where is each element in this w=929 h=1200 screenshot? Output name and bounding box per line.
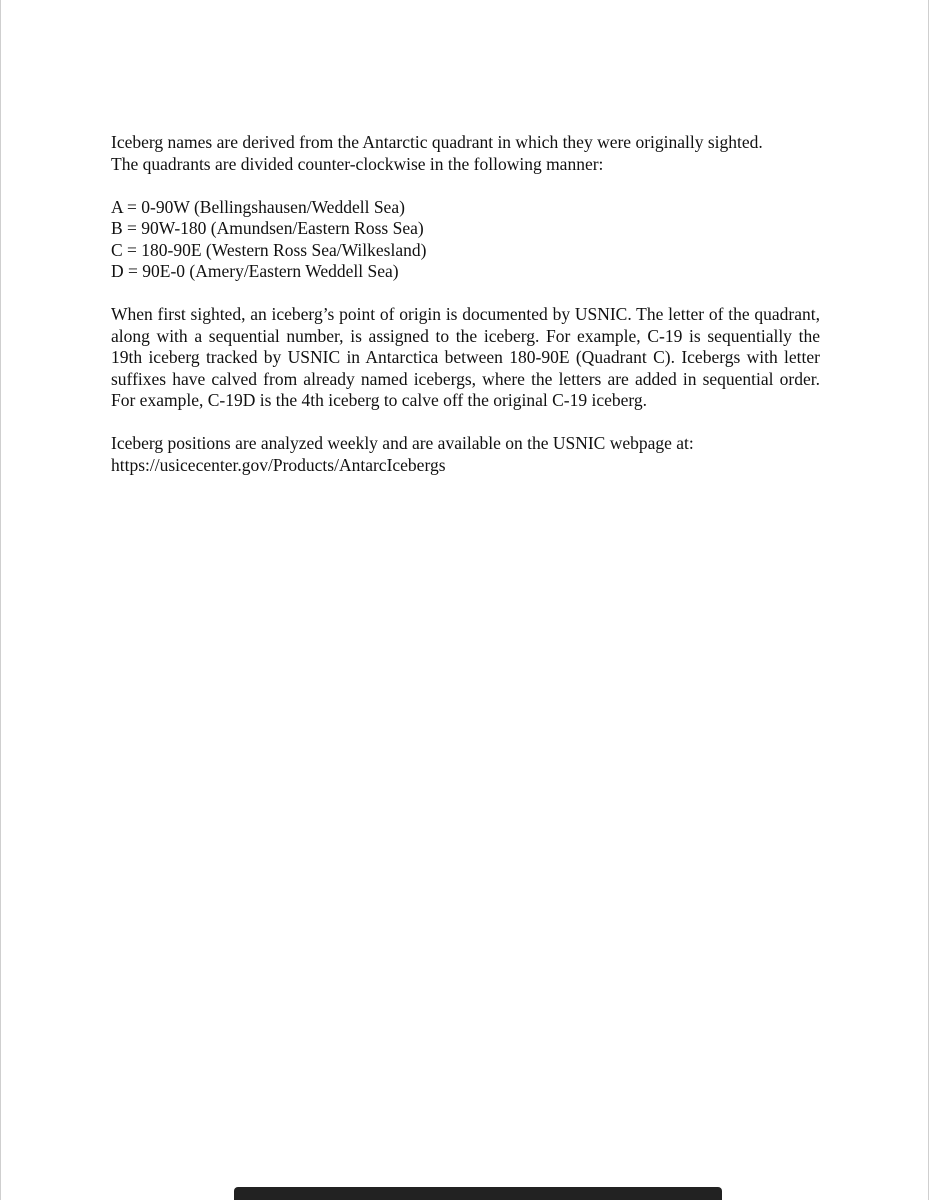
page-toolbar[interactable] <box>234 1187 722 1200</box>
page-content <box>111 132 820 498</box>
positions-paragraph <box>111 433 820 476</box>
intro-paragraph <box>111 132 820 175</box>
positions-line: Iceberg positions are analyzed weekly and are available on the USNIC webpage at: <box>111 433 694 453</box>
quadrant-list <box>111 197 820 283</box>
quadrant-a: A = 0-90W (Bellingshausen/Weddell Sea) <box>111 196 405 217</box>
intro-line-1: Iceberg names are derived from the Antarctic quadrant in which they were originally sighted. <box>111 132 763 152</box>
document-page <box>1 0 928 1200</box>
quadrant-b: B = 90W-180 (Amundsen/Eastern Ross Sea) <box>111 218 424 238</box>
positions-url: https://usicecenter.gov/Products/AntarcIcebergs <box>111 454 446 475</box>
intro-line-2: The quadrants are divided counter-clockwise in the following manner: <box>111 153 604 174</box>
naming-paragraph: When first sighted, an iceberg’s point of origin is documented by USNIC. The letter of the quadrant, along with a sequential number, is assigned to the iceberg. For example, C-19 is sequentially the 19th iceberg tracked by USNIC in Antarctica between 180-90E (Quadrant C). Icebergs with letter suffixes have calved from already named icebergs, where the letters are added in sequential order. For example, C-19D is the 4th iceberg to calve off the original C-19 iceberg. <box>111 304 820 410</box>
quadrant-d: D = 90E-0 (Amery/Eastern Weddell Sea) <box>111 261 399 281</box>
quadrant-c: C = 180-90E (Western Ross Sea/Wilkesland) <box>111 239 427 260</box>
